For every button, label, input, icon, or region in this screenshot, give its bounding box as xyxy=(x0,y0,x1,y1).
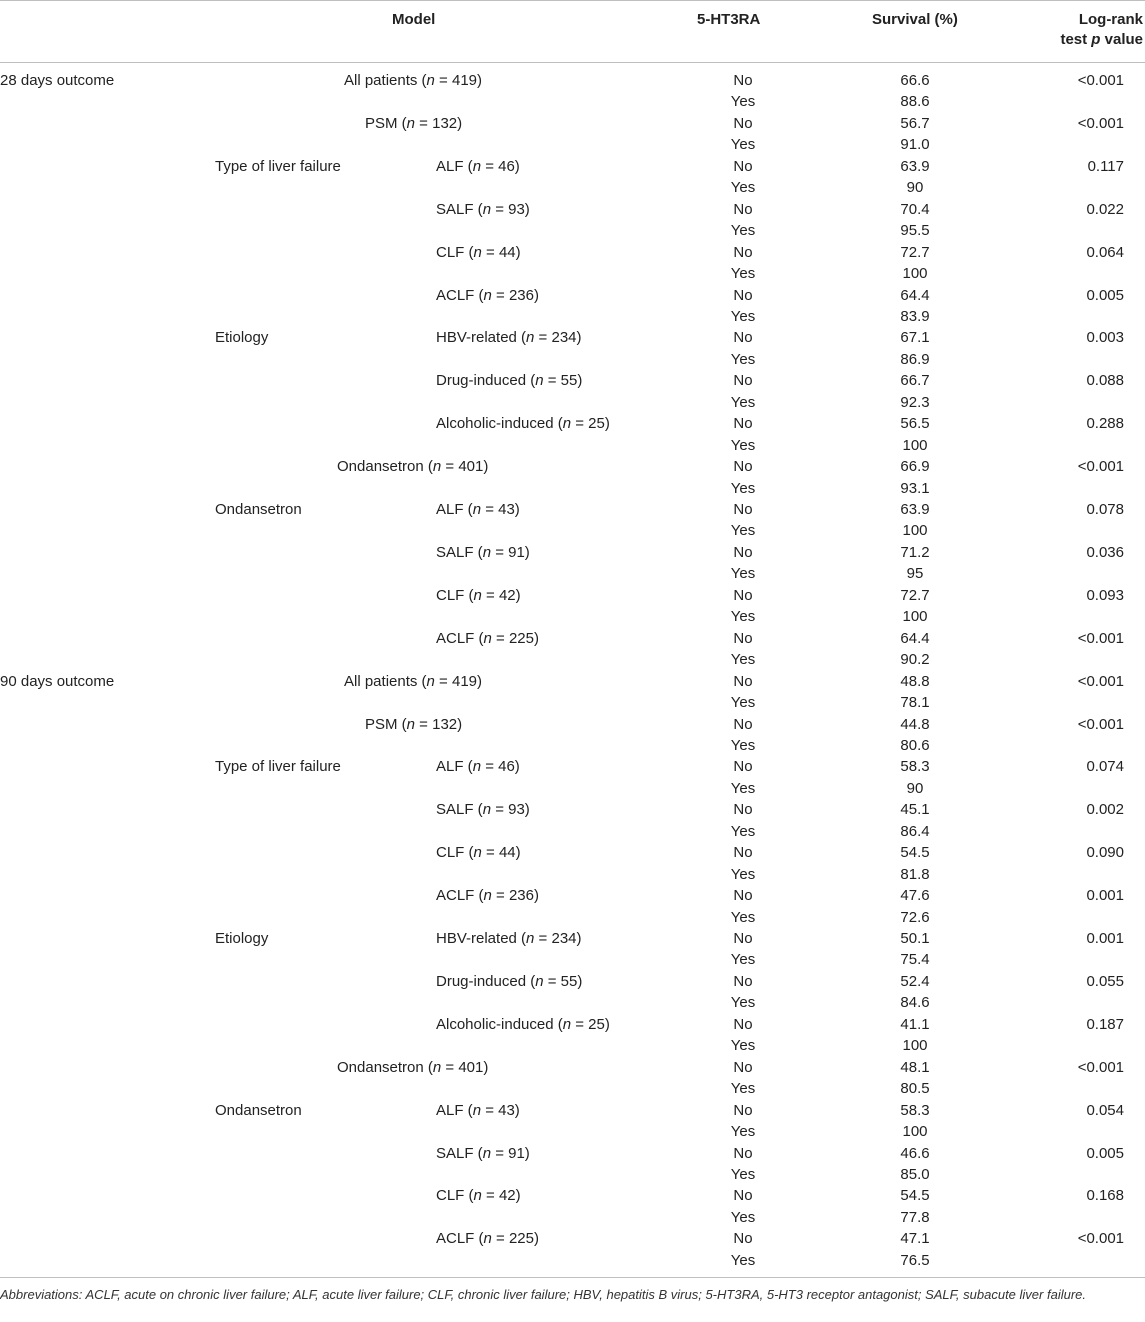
row-p-value: 0.036 xyxy=(1086,543,1124,561)
n-value: = 419) xyxy=(434,672,483,690)
row-survival-value: 85.0 xyxy=(900,1166,930,1183)
n-symbol: n xyxy=(473,586,482,604)
model-name: CLF ( xyxy=(436,586,474,604)
row-drug-value: No xyxy=(733,629,753,647)
row-survival-value: 66.6 xyxy=(900,72,930,89)
row-p-value: 0.078 xyxy=(1086,501,1124,518)
row-model-label xyxy=(436,1228,539,1249)
row-p-value: <0.001 xyxy=(1077,1058,1124,1076)
n-symbol: n xyxy=(526,930,535,947)
row-drug-value: No xyxy=(733,887,753,905)
n-value: = 43) xyxy=(481,501,520,518)
n-value: = 401) xyxy=(441,1058,489,1076)
row-survival-value: 70.4 xyxy=(900,200,930,218)
row-survival-value: 95 xyxy=(906,565,924,583)
row-survival-value: 56.7 xyxy=(900,114,930,132)
model-name: All patients ( xyxy=(344,72,427,89)
n-symbol: n xyxy=(473,844,482,862)
row-p-value: 0.064 xyxy=(1086,243,1124,261)
model-name: SALF ( xyxy=(436,801,483,819)
row-model-label xyxy=(436,327,582,348)
n-symbol: n xyxy=(426,672,435,690)
row-survival-value: 67.1 xyxy=(900,329,930,347)
row-survival-value: 72.6 xyxy=(900,908,930,926)
n-value: = 46) xyxy=(481,157,520,175)
n-value: = 55) xyxy=(543,372,583,390)
row-survival-value: 58.3 xyxy=(900,1101,930,1119)
row-drug-value: No xyxy=(733,715,753,733)
row-survival-value: 47.6 xyxy=(900,887,930,905)
row-p-value: 0.054 xyxy=(1086,1101,1124,1119)
model-name: CLF ( xyxy=(436,1187,474,1205)
n-value: = 236) xyxy=(491,286,539,304)
row-model-label xyxy=(436,1185,521,1206)
row-p-value: <0.001 xyxy=(1077,458,1124,476)
row-drug-value: Yes xyxy=(730,436,756,454)
row-drug-value: No xyxy=(733,1187,753,1205)
n-value: = 91) xyxy=(491,543,530,561)
n-symbol: n xyxy=(432,1058,442,1076)
row-survival-value: 66.7 xyxy=(900,372,930,390)
n-value: = 25) xyxy=(571,1015,610,1033)
row-model-label xyxy=(436,885,539,906)
row-drug-value: Yes xyxy=(730,565,756,583)
row-model-label xyxy=(436,199,530,220)
row-survival-value: 100 xyxy=(902,436,928,454)
row-drug-value: No xyxy=(733,329,753,347)
top-rule xyxy=(0,0,1145,1)
model-name: ALF ( xyxy=(436,501,473,518)
n-value: = 42) xyxy=(481,586,521,604)
row-survival-value: 81.8 xyxy=(900,865,930,883)
row-model-label xyxy=(365,113,462,134)
n-value: = 93) xyxy=(491,200,530,218)
row-p-value: <0.001 xyxy=(1077,629,1124,647)
row-p-value: <0.001 xyxy=(1077,72,1124,89)
header-drug: 5-HT3RA xyxy=(697,11,761,28)
row-survival-value: 56.5 xyxy=(900,415,930,433)
row-drug-value: No xyxy=(733,286,753,304)
row-model-label xyxy=(436,971,582,992)
row-survival-value: 58.3 xyxy=(900,758,930,776)
row-model-label xyxy=(436,1014,610,1035)
n-symbol: n xyxy=(426,72,435,89)
row-model-label xyxy=(436,1143,530,1164)
row-survival-value: 92.3 xyxy=(900,393,930,411)
row-p-value: <0.001 xyxy=(1077,715,1124,733)
n-value: = 42) xyxy=(481,1187,521,1205)
row-drug-value: No xyxy=(733,415,753,433)
row-p-value: <0.001 xyxy=(1077,114,1124,132)
n-symbol: n xyxy=(562,1015,572,1033)
n-value: = 44) xyxy=(481,844,521,862)
row-drug-value: Yes xyxy=(730,522,756,540)
row-p-value: 0.003 xyxy=(1086,329,1124,347)
row-survival-value: 46.6 xyxy=(900,1144,930,1162)
header-logrank-line1: Log-rank xyxy=(1078,11,1143,28)
row-survival-value: 77.8 xyxy=(900,1208,930,1226)
model-name: Drug-induced ( xyxy=(436,372,536,390)
model-name: HBV-related ( xyxy=(436,329,527,347)
row-model-label xyxy=(436,928,582,949)
model-name: CLF ( xyxy=(436,844,474,862)
n-value: = 225) xyxy=(491,629,539,647)
row-drug-value: No xyxy=(733,930,753,947)
row-survival-value: 100 xyxy=(902,1123,928,1140)
row-group-label: Type of liver failure xyxy=(215,758,341,776)
row-drug-value: Yes xyxy=(730,1251,756,1269)
row-survival-value: 48.1 xyxy=(900,1058,930,1076)
n-value: = 234) xyxy=(534,329,582,347)
row-p-value: 0.093 xyxy=(1086,586,1124,604)
model-name: ALF ( xyxy=(436,157,473,175)
row-section-label: 90 days outcome xyxy=(0,672,115,690)
header-logrank-p: p xyxy=(1091,31,1101,48)
header-logrank xyxy=(1060,10,1143,50)
row-group-label: Etiology xyxy=(215,329,269,347)
row-drug-value: Yes xyxy=(730,651,756,669)
row-drug-value: Yes xyxy=(730,994,756,1012)
n-symbol: n xyxy=(406,114,416,132)
model-name: SALF ( xyxy=(436,200,483,218)
n-value: = 44) xyxy=(481,243,521,261)
n-value: = 43) xyxy=(481,1101,520,1119)
row-p-value: 0.088 xyxy=(1086,372,1124,390)
row-survival-value: 78.1 xyxy=(900,694,930,711)
row-survival-value: 45.1 xyxy=(900,801,930,819)
header-survival: Survival (%) xyxy=(872,11,958,28)
row-drug-value: No xyxy=(733,114,753,132)
n-symbol: n xyxy=(432,458,442,476)
row-drug-value: No xyxy=(733,200,753,218)
row-p-value: <0.001 xyxy=(1077,1230,1124,1248)
model-name: CLF ( xyxy=(436,243,474,261)
n-symbol: n xyxy=(483,887,492,905)
n-value: = 236) xyxy=(491,887,539,905)
row-survival-value: 41.1 xyxy=(900,1015,930,1033)
model-name: ACLF ( xyxy=(436,1230,484,1248)
row-p-value: 0.001 xyxy=(1086,887,1124,905)
row-survival-value: 83.9 xyxy=(900,307,930,325)
header-logrank-test: test xyxy=(1060,31,1092,48)
row-survival-value: 100 xyxy=(902,1037,928,1055)
row-p-value: 0.055 xyxy=(1086,972,1124,990)
row-survival-value: 63.9 xyxy=(900,157,930,175)
row-drug-value: Yes xyxy=(730,307,756,325)
model-name: Ondansetron ( xyxy=(337,1058,433,1076)
row-drug-value: Yes xyxy=(730,951,756,969)
n-symbol: n xyxy=(473,1187,482,1205)
n-symbol: n xyxy=(483,629,492,647)
n-value: = 419) xyxy=(434,72,483,89)
row-survival-value: 86.4 xyxy=(900,822,930,840)
row-drug-value: Yes xyxy=(730,222,756,240)
row-model-label xyxy=(344,671,482,692)
row-section-label: 28 days outcome xyxy=(0,72,115,89)
row-survival-value: 54.5 xyxy=(900,844,930,862)
row-survival-value: 86.9 xyxy=(900,350,930,368)
row-p-value: 0.002 xyxy=(1086,801,1124,819)
row-drug-value: Yes xyxy=(730,865,756,883)
row-drug-value: Yes xyxy=(730,908,756,926)
model-name: PSM ( xyxy=(365,114,407,132)
model-name: Alcoholic-induced ( xyxy=(436,1015,563,1033)
header-logrank-value: value xyxy=(1100,31,1143,48)
row-p-value: 0.001 xyxy=(1086,930,1124,947)
row-survival-value: 80.6 xyxy=(900,736,930,754)
row-survival-value: 47.1 xyxy=(900,1230,930,1248)
n-symbol: n xyxy=(535,972,544,990)
row-drug-value: No xyxy=(733,672,753,690)
row-drug-value: No xyxy=(733,501,753,518)
row-drug-value: No xyxy=(733,801,753,819)
row-drug-value: No xyxy=(733,1101,753,1119)
row-model-label xyxy=(436,585,521,606)
row-model-label xyxy=(344,70,482,91)
model-name: ACLF ( xyxy=(436,887,484,905)
row-drug-value: No xyxy=(733,758,753,776)
n-value: = 225) xyxy=(491,1230,539,1248)
n-value: = 93) xyxy=(491,801,530,819)
n-value: = 91) xyxy=(491,1144,530,1162)
footnote: Abbreviations: ACLF, acute on chronic liver failure; ALF, acute liver failure; CLF, chronic liver failure; HBV, hepatitis B virus; 5-HT3RA, 5-HT3 receptor antagonist; SALF, subacute liver failure. xyxy=(0,1287,1086,1302)
row-p-value: 0.187 xyxy=(1086,1015,1124,1033)
n-symbol: n xyxy=(483,286,492,304)
n-value: = 55) xyxy=(543,972,583,990)
model-name: SALF ( xyxy=(436,543,483,561)
row-drug-value: No xyxy=(733,1058,753,1076)
row-survival-value: 100 xyxy=(902,522,928,540)
row-drug-value: No xyxy=(733,972,753,990)
model-name: PSM ( xyxy=(365,715,407,733)
n-symbol: n xyxy=(562,415,572,433)
row-drug-value: Yes xyxy=(730,1123,756,1140)
model-name: Alcoholic-induced ( xyxy=(436,415,563,433)
row-drug-value: No xyxy=(733,1144,753,1162)
row-survival-value: 50.1 xyxy=(900,930,930,947)
row-drug-value: Yes xyxy=(730,608,756,626)
row-group-label: Ondansetron xyxy=(215,501,302,518)
row-model-label xyxy=(436,242,521,263)
model-name: HBV-related ( xyxy=(436,930,527,947)
row-model-label xyxy=(436,156,520,177)
row-model-label xyxy=(436,842,521,863)
row-drug-value: Yes xyxy=(730,1037,756,1055)
row-survival-value: 48.8 xyxy=(900,672,930,690)
row-survival-value: 52.4 xyxy=(900,972,930,990)
model-name: SALF ( xyxy=(436,1144,483,1162)
row-drug-value: Yes xyxy=(730,179,756,197)
row-drug-value: Yes xyxy=(730,393,756,411)
row-survival-value: 84.6 xyxy=(900,994,930,1012)
n-symbol: n xyxy=(482,543,492,561)
row-p-value: <0.001 xyxy=(1077,672,1124,690)
row-drug-value: No xyxy=(733,372,753,390)
row-p-value: 0.022 xyxy=(1086,200,1124,218)
row-group-label: Etiology xyxy=(215,930,269,947)
row-survival-value: 93.1 xyxy=(900,479,930,497)
n-symbol: n xyxy=(483,1230,492,1248)
row-drug-value: Yes xyxy=(730,1080,756,1098)
row-survival-value: 66.9 xyxy=(900,458,930,476)
row-model-label xyxy=(436,799,530,820)
row-p-value: 0.168 xyxy=(1086,1187,1124,1205)
row-drug-value: Yes xyxy=(730,479,756,497)
n-symbol: n xyxy=(472,501,482,518)
n-symbol: n xyxy=(526,329,535,347)
row-drug-value: No xyxy=(733,72,753,89)
row-drug-value: Yes xyxy=(730,93,756,111)
n-symbol: n xyxy=(472,758,482,776)
n-symbol: n xyxy=(472,157,482,175)
model-name: ACLF ( xyxy=(436,286,484,304)
row-p-value: 0.117 xyxy=(1087,157,1124,175)
n-value: = 46) xyxy=(481,758,520,776)
n-symbol: n xyxy=(472,1101,482,1119)
row-survival-value: 44.8 xyxy=(900,715,930,733)
row-model-label xyxy=(436,628,539,649)
row-drug-value: Yes xyxy=(730,265,756,282)
row-model-label xyxy=(337,456,488,477)
row-survival-value: 80.5 xyxy=(900,1080,930,1098)
header-model: Model xyxy=(392,11,436,28)
row-survival-value: 72.7 xyxy=(900,586,930,604)
n-symbol: n xyxy=(482,200,492,218)
header-logrank-line2 xyxy=(1060,30,1143,50)
bottom-rule xyxy=(0,1277,1145,1278)
row-drug-value: No xyxy=(733,586,753,604)
row-drug-value: Yes xyxy=(730,779,756,797)
row-drug-value: No xyxy=(733,543,753,561)
row-survival-value: 90 xyxy=(906,179,924,197)
row-model-label xyxy=(365,714,462,735)
row-model-label xyxy=(337,1057,488,1078)
row-model-label xyxy=(436,1100,520,1121)
row-survival-value: 100 xyxy=(902,265,928,282)
header-rule xyxy=(0,62,1145,63)
n-value: = 25) xyxy=(571,415,610,433)
model-name: Drug-induced ( xyxy=(436,972,536,990)
n-value: = 132) xyxy=(415,715,463,733)
model-name: ACLF ( xyxy=(436,629,484,647)
row-model-label xyxy=(436,756,520,777)
table-body xyxy=(0,70,1145,1276)
row-model-label xyxy=(436,499,520,520)
row-survival-value: 95.5 xyxy=(900,222,930,240)
row-survival-value: 64.4 xyxy=(900,629,930,647)
row-survival-value: 88.6 xyxy=(900,93,930,111)
row-p-value: 0.005 xyxy=(1086,286,1124,304)
n-symbol: n xyxy=(473,243,482,261)
model-name: All patients ( xyxy=(344,672,427,690)
row-survival-value: 71.2 xyxy=(900,543,930,561)
row-drug-value: Yes xyxy=(730,694,756,711)
row-p-value: 0.074 xyxy=(1086,758,1124,776)
n-symbol: n xyxy=(482,1144,492,1162)
row-drug-value: Yes xyxy=(730,1166,756,1183)
row-survival-value: 90.2 xyxy=(900,651,930,669)
row-group-label: Ondansetron xyxy=(215,1101,302,1119)
row-drug-value: Yes xyxy=(730,1208,756,1226)
row-drug-value: No xyxy=(733,458,753,476)
row-model-label xyxy=(436,370,582,391)
row-drug-value: Yes xyxy=(730,736,756,754)
row-survival-value: 64.4 xyxy=(900,286,930,304)
n-value: = 401) xyxy=(441,458,489,476)
n-symbol: n xyxy=(406,715,416,733)
model-name: ALF ( xyxy=(436,1101,473,1119)
row-group-label: Type of liver failure xyxy=(215,157,341,175)
row-drug-value: No xyxy=(733,243,753,261)
n-value: = 234) xyxy=(534,930,582,947)
row-model-label xyxy=(436,542,530,563)
row-model-label xyxy=(436,413,610,434)
row-p-value: 0.288 xyxy=(1086,415,1124,433)
row-drug-value: No xyxy=(733,157,753,175)
row-p-value: 0.090 xyxy=(1086,844,1124,862)
row-survival-value: 76.5 xyxy=(900,1251,930,1269)
model-name: Ondansetron ( xyxy=(337,458,433,476)
n-value: = 132) xyxy=(415,114,463,132)
row-drug-value: No xyxy=(733,844,753,862)
row-survival-value: 72.7 xyxy=(900,243,930,261)
row-drug-value: No xyxy=(733,1230,753,1248)
row-drug-value: No xyxy=(733,1015,753,1033)
row-survival-value: 75.4 xyxy=(900,951,930,969)
row-drug-value: Yes xyxy=(730,136,756,154)
model-name: ALF ( xyxy=(436,758,473,776)
row-p-value: 0.005 xyxy=(1086,1144,1124,1162)
row-survival-value: 90 xyxy=(906,779,924,797)
row-survival-value: 91.0 xyxy=(900,136,930,154)
row-survival-value: 54.5 xyxy=(900,1187,930,1205)
row-drug-value: Yes xyxy=(730,350,756,368)
n-symbol: n xyxy=(482,801,492,819)
row-model-label xyxy=(436,285,539,306)
row-drug-value: Yes xyxy=(730,822,756,840)
n-symbol: n xyxy=(535,372,544,390)
row-survival-value: 63.9 xyxy=(900,501,930,518)
row-survival-value: 100 xyxy=(902,608,928,626)
